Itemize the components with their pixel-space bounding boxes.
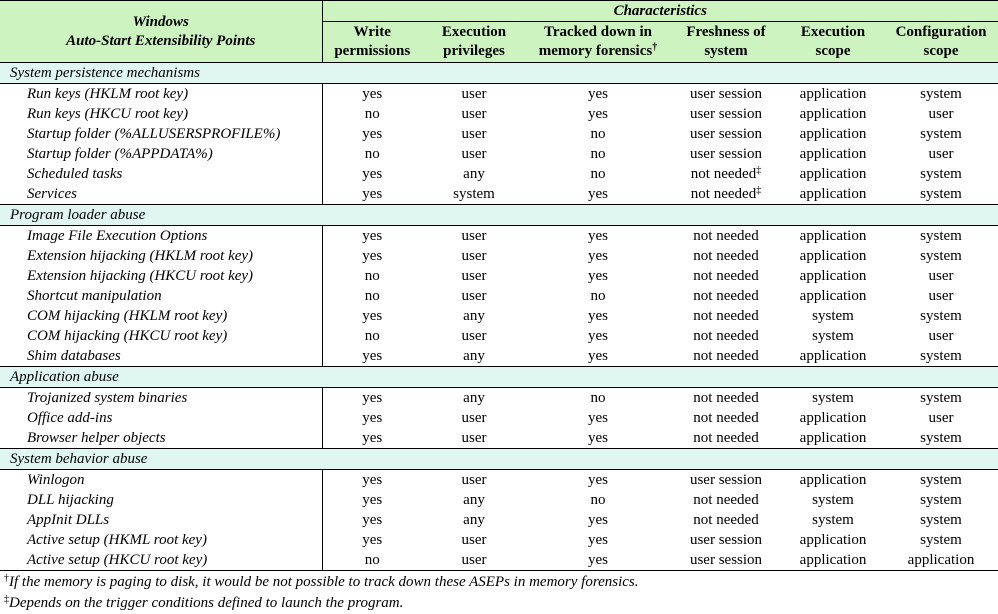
group-title: System behavior abuse (0, 449, 998, 470)
double-dagger-mark: ‡ (756, 165, 762, 176)
cell-freshness: not needed (693, 410, 759, 426)
cell-configuration-scope: user (928, 146, 954, 162)
table-row (0, 346, 998, 367)
cell-execution-privileges: user (461, 410, 487, 426)
cell-configuration-scope: user (928, 410, 954, 426)
table-row (0, 428, 998, 449)
cell-memory-forensics: yes (588, 248, 608, 264)
group-header-row (0, 63, 998, 84)
cell-write-permissions: yes (322, 84, 422, 105)
cell-execution-privileges: user (461, 430, 487, 446)
cell-execution-privileges: system (453, 186, 495, 202)
cell-execution-scope: system (812, 512, 854, 528)
asep-name: Trojanized system binaries (27, 390, 188, 406)
cell-write-permissions: no (322, 326, 422, 346)
cell-memory-forensics: yes (588, 348, 608, 364)
group-header-row (0, 367, 998, 388)
asep-name: DLL hijacking (27, 492, 114, 508)
double-dagger-mark: ‡ (756, 185, 762, 196)
cell-execution-scope: system (812, 308, 854, 324)
characteristics-title: Characteristics (322, 1, 998, 22)
asep-name: AppInit DLLs (27, 512, 110, 528)
cell-write-permissions: yes (322, 184, 422, 205)
cell-execution-scope: application (799, 472, 867, 488)
cell-write-permissions: yes (322, 226, 422, 247)
table-header (0, 1, 998, 63)
table-row (0, 124, 998, 144)
cell-write-permissions: yes (322, 530, 422, 550)
cell-execution-privileges: user (461, 288, 487, 304)
cell-configuration-scope: system (920, 512, 962, 528)
cell-execution-scope: system (812, 328, 854, 344)
cell-memory-forensics: yes (588, 186, 608, 202)
cell-execution-scope: system (812, 492, 854, 508)
cell-configuration-scope: user (928, 288, 954, 304)
asep-name: Image File Execution Options (27, 228, 208, 244)
cell-execution-privileges: user (461, 106, 487, 122)
asep-name: Shortcut manipulation (27, 288, 162, 304)
table-row (0, 144, 998, 164)
cell-execution-privileges: any (463, 390, 485, 406)
cell-configuration-scope: system (920, 492, 962, 508)
cell-configuration-scope: system (920, 186, 962, 202)
column-header-memory-forensics: Tracked down in memory forensics† (526, 22, 670, 63)
row-header-title (0, 1, 322, 63)
cell-freshness: user session (689, 472, 763, 488)
cell-execution-privileges: user (461, 472, 487, 488)
cell-freshness: not needed (693, 268, 759, 284)
cell-freshness: not needed (693, 390, 759, 406)
cell-memory-forensics: yes (588, 228, 608, 244)
cell-execution-scope: application (799, 146, 867, 162)
cell-configuration-scope: system (920, 390, 962, 406)
cell-configuration-scope: user (928, 106, 954, 122)
cell-execution-scope: application (799, 410, 867, 426)
cell-memory-forensics: yes (588, 268, 608, 284)
cell-configuration-scope: system (920, 308, 962, 324)
cell-write-permissions: yes (322, 306, 422, 326)
cell-execution-scope: application (799, 532, 867, 548)
cell-freshness: not needed (693, 248, 759, 264)
cell-execution-privileges: user (461, 268, 487, 284)
asep-name: Startup folder (%ALLUSERSPROFILE%) (27, 126, 281, 142)
group-header-row (0, 205, 998, 226)
cell-memory-forensics: no (590, 166, 606, 182)
footnote-double-dagger: ‡Depends on the trigger conditions defined to launch the program. (4, 594, 404, 611)
cell-configuration-scope: user (928, 268, 954, 284)
cell-write-permissions: yes (322, 388, 422, 409)
asep-name: Active setup (HKML root key) (27, 532, 207, 548)
cell-memory-forensics: no (590, 390, 606, 406)
cell-execution-privileges: any (463, 348, 485, 364)
cell-memory-forensics: yes (588, 328, 608, 344)
asep-name: COM hijacking (HKLM root key) (27, 308, 228, 324)
cell-write-permissions: yes (322, 124, 422, 144)
column-header-execution-scope: Execution scope (782, 22, 884, 63)
cell-freshness: user session (689, 146, 763, 162)
cell-freshness: not needed‡ (690, 185, 762, 202)
cell-execution-privileges: any (463, 166, 485, 182)
cell-memory-forensics: yes (588, 430, 608, 446)
asep-name: Run keys (HKCU root key) (27, 106, 189, 122)
cell-memory-forensics: yes (588, 512, 608, 528)
row-header-line1: Windows (132, 13, 189, 30)
cell-execution-scope: application (782, 550, 884, 571)
cell-write-permissions: no (322, 550, 422, 571)
footnote-dagger: †If the memory is paging to disk, it would be not possible to track down these ASEPs in memory forensics. (4, 573, 639, 590)
table-row (0, 388, 998, 409)
column-header-execution-privileges: Execution privileges (422, 22, 526, 63)
cell-write-permissions: no (322, 266, 422, 286)
cell-freshness: not needed (693, 328, 759, 344)
table-row (0, 164, 998, 184)
table-row (0, 184, 998, 205)
asep-name: Shim databases (27, 348, 121, 364)
table-row (0, 550, 998, 571)
group-section (0, 449, 998, 571)
column-header-freshness: Freshness of system (670, 22, 782, 63)
group-section (0, 367, 998, 449)
cell-configuration-scope: application (884, 550, 998, 571)
cell-memory-forensics: yes (526, 550, 670, 571)
cell-memory-forensics: no (590, 126, 606, 142)
cell-memory-forensics: no (590, 146, 606, 162)
table-row (0, 530, 998, 550)
cell-freshness: not needed (693, 512, 759, 528)
cell-write-permissions: yes (322, 470, 422, 491)
cell-write-permissions: no (322, 286, 422, 306)
cell-execution-privileges: user (461, 248, 487, 264)
cell-write-permissions: no (322, 144, 422, 164)
cell-write-permissions: yes (322, 346, 422, 367)
asep-name: Office add-ins (27, 410, 113, 426)
table-row (0, 266, 998, 286)
cell-execution-privileges: user (461, 146, 487, 162)
table-row (0, 510, 998, 530)
group-section (0, 63, 998, 205)
row-header-line2: Auto-Start Extensibility Points (66, 32, 256, 49)
group-section (0, 205, 998, 367)
cell-execution-scope: application (799, 430, 867, 446)
cell-freshness: not needed (693, 348, 759, 364)
cell-execution-scope: application (799, 166, 867, 182)
cell-freshness: not needed (693, 430, 759, 446)
cell-memory-forensics: no (590, 492, 606, 508)
cell-execution-scope: application (799, 288, 867, 304)
cell-configuration-scope: system (920, 348, 962, 364)
cell-execution-scope: application (799, 86, 867, 102)
cell-execution-privileges: any (463, 512, 485, 528)
cell-freshness: user session (689, 86, 763, 102)
cell-memory-forensics: yes (588, 86, 608, 102)
cell-configuration-scope: system (920, 430, 962, 446)
asep-name: Startup folder (%APPDATA%) (27, 146, 213, 162)
cell-freshness: not needed (693, 492, 759, 508)
cell-execution-scope: application (799, 268, 867, 284)
cell-memory-forensics: yes (588, 308, 608, 324)
cell-configuration-scope: system (920, 472, 962, 488)
table-row (0, 84, 998, 105)
table-row (0, 246, 998, 266)
table-row (0, 408, 998, 428)
column-header-write-permissions: Write permissions (322, 22, 422, 63)
cell-memory-forensics: no (590, 288, 606, 304)
cell-execution-scope: application (799, 348, 867, 364)
cell-write-permissions: yes (322, 164, 422, 184)
asep-name: Extension hijacking (HKCU root key) (27, 268, 254, 284)
table-row (0, 326, 998, 346)
table-row (0, 306, 998, 326)
table-row (0, 104, 998, 124)
cell-configuration-scope: system (920, 532, 962, 548)
table-row (0, 490, 998, 510)
cell-execution-privileges: user (461, 532, 487, 548)
cell-execution-privileges: user (422, 550, 526, 571)
cell-write-permissions: yes (322, 428, 422, 449)
cell-freshness: user session (670, 550, 782, 571)
cell-write-permissions: yes (322, 246, 422, 266)
table-row (0, 470, 998, 491)
asep-name: Active setup (HKCU root key) (0, 550, 322, 571)
cell-write-permissions: yes (322, 408, 422, 428)
cell-freshness: not needed (693, 288, 759, 304)
cell-configuration-scope: user (928, 328, 954, 344)
cell-execution-privileges: user (461, 126, 487, 142)
footnotes (0, 572, 998, 614)
cell-execution-scope: application (799, 248, 867, 264)
group-title: System persistence mechanisms (0, 63, 998, 84)
cell-freshness: user session (689, 106, 763, 122)
cell-freshness: user session (689, 532, 763, 548)
cell-execution-privileges: any (463, 492, 485, 508)
asep-name: Run keys (HKLM root key) (27, 86, 189, 102)
asep-name: Winlogon (27, 472, 85, 488)
cell-memory-forensics: yes (588, 106, 608, 122)
cell-configuration-scope: system (920, 228, 962, 244)
group-title: Program loader abuse (0, 205, 998, 226)
cell-memory-forensics: yes (588, 410, 608, 426)
cell-execution-privileges: user (461, 228, 487, 244)
cell-write-permissions: yes (322, 510, 422, 530)
table-row (0, 286, 998, 306)
column-header-configuration-scope: Configuration scope (884, 22, 998, 63)
cell-configuration-scope: system (920, 86, 962, 102)
dagger-mark: † (652, 42, 658, 53)
group-header-row (0, 449, 998, 470)
cell-execution-privileges: user (461, 328, 487, 344)
group-title: Application abuse (0, 367, 998, 388)
cell-execution-privileges: any (463, 308, 485, 324)
cell-execution-scope: application (799, 106, 867, 122)
cell-freshness: user session (689, 126, 763, 142)
cell-configuration-scope: system (920, 166, 962, 182)
cell-freshness: not needed (693, 228, 759, 244)
asep-name: Browser helper objects (27, 430, 166, 446)
table-row (0, 226, 998, 247)
cell-configuration-scope: system (920, 126, 962, 142)
cell-freshness: not needed‡ (690, 165, 762, 182)
cell-configuration-scope: system (920, 248, 962, 264)
asep-name: Extension hijacking (HKLM root key) (27, 248, 254, 264)
cell-execution-privileges: user (461, 86, 487, 102)
cell-write-permissions: yes (322, 490, 422, 510)
cell-execution-scope: application (799, 126, 867, 142)
cell-write-permissions: no (322, 104, 422, 124)
asep-name: COM hijacking (HKCU root key) (27, 328, 228, 344)
cell-memory-forensics: yes (588, 472, 608, 488)
cell-execution-scope: system (812, 390, 854, 406)
asep-name: Services (27, 186, 77, 202)
cell-execution-scope: application (799, 186, 867, 202)
cell-execution-scope: application (799, 228, 867, 244)
cell-freshness: not needed (693, 308, 759, 324)
asep-name: Scheduled tasks (27, 166, 123, 182)
cell-memory-forensics: yes (588, 532, 608, 548)
